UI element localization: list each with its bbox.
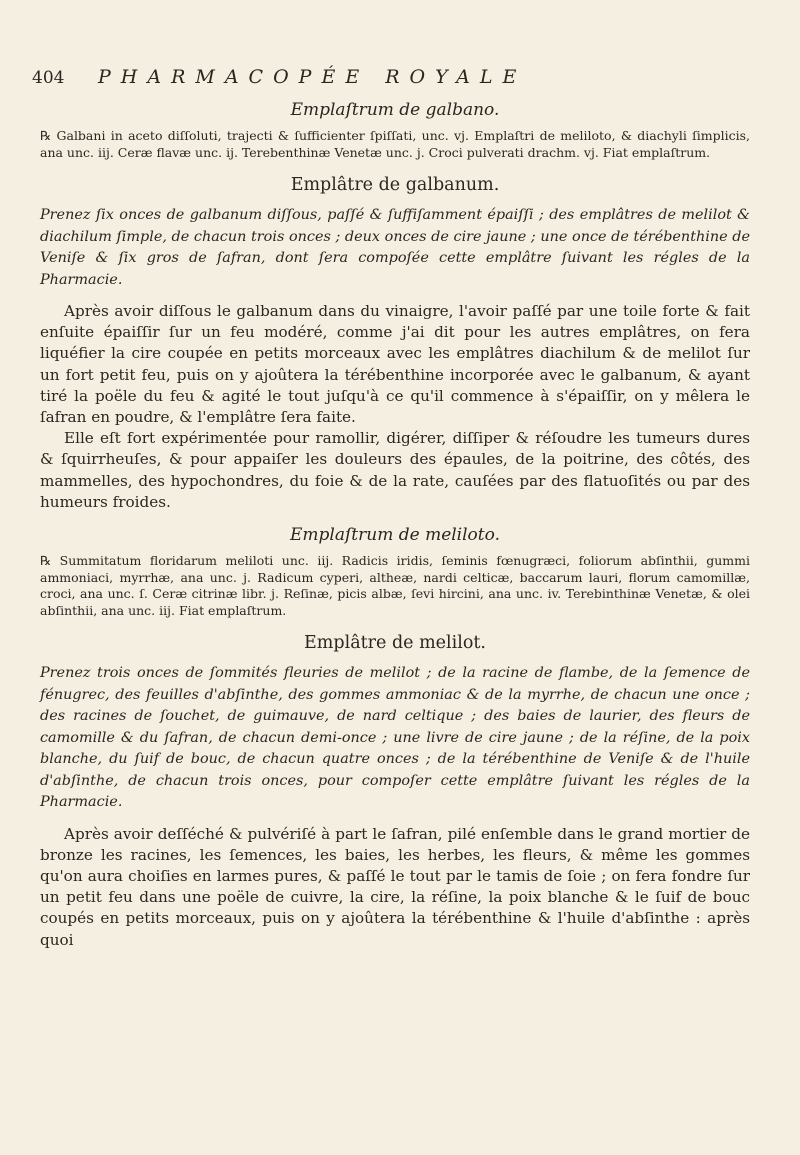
french-recipe-galbanum: Prenez ſix onces de galbanum diſſous, paſſé & ſuffiſamment épaiſſi ; des emplâtres de melilot & diachilum ſimple, de chacun trois onces ; deux onces de cire jaune ; une once de térébenthine de Veniſe & ſix gros de ſafran, dont ſera compoſée cette emplâtre ſuivant les régles de la Pharmacie. xyxy=(40,207,750,288)
galbanum-section xyxy=(40,100,750,513)
page-number: 404 xyxy=(32,68,65,88)
latin-title-galbanum: Emplaſtrum de galbano. xyxy=(290,100,500,120)
french-title-galbanum: Emplâtre de galbanum. xyxy=(290,175,500,195)
french-recipe-melilot: Prenez trois onces de ſommités fleuries de melilot ; de la racine de flambe, de la ſemence de fénugrec, des feuilles d'abſinthe, des gommes ammoniac & de la myrrhe, de chacun une once ; des racines de ſouchet, de guimauve, de nard celtique ; des baies de laurier, des fleurs de camomille & du ſafran, de chacun demi-once ; une livre de cire jaune ; de la réſine, de la poix blanche, du ſuif de bouc, de chacun quatre onces ; de la térébenthine de Veniſe & de l'huile d'abſinthe, de chacun trois onces, pour compoſer cette emplâtre ſuivant les régles de la Pharmacie. xyxy=(40,665,750,811)
latin-recipe-galbanum: ℞ Galbani in aceto diſſoluti, trajecti & ſufficienter ſpiſſati, unc. vj. Emplaſtri de meliloto, & diachyli ſimplicis, ana unc. iij. Ceræ flavæ unc. ij. Terebenthinæ Venetæ unc. j. Croci pulverati drachm. vj. Fiat emplaſtrum. xyxy=(40,128,750,160)
french-title-melilot: Emplâtre de melilot. xyxy=(304,633,486,654)
paragraph-uses-galbanum: Elle eſt fort expérimentée pour ramollir, digérer, diſſiper & réſoudre les tumeurs dures & ſquirrheuſes, & pour appaiſer les douleurs des épaules, de la poitrine, des côtés, des mammelles, des hypochondres, du foie & de la rate, cauſées par des flatuoſités ou par des humeurs froides. xyxy=(40,429,750,511)
page-header xyxy=(32,66,760,96)
running-title: PHARMACOPÉE ROYALE xyxy=(98,66,527,88)
paragraph-preparation-melilot: Après avoir deſſéché & pulvériſé à part le ſafran, pilé enſemble dans le grand mortier de bronze les racines, les ſemences, les baies, les herbes, les fleurs, & même les gommes qu'on aura choiſies en larmes pures, & paſſé le tout par le tamis de ſoie ; on fera fondre ſur un petit feu dans une poële de cuivre, la cire, la réſine, la poix blanche & le ſuif de bouc coupés en petits morceaux, puis on y ajoûtera la térébenthine & l'huile d'abſinthe : après quoi xyxy=(40,824,750,949)
latin-title-melilot: Emplaſtrum de meliloto. xyxy=(290,525,500,546)
latin-recipe-melilot: ℞ Summitatum floridarum meliloti unc. iij. Radicis iridis, ſeminis fœnugræci, foliorum abſinthii, gummi ammoniaci, myrrhæ, ana unc. j. Radicum cyperi, altheæ, nardi celticæ, baccarum lauri, florum camomillæ, croci, ana unc. ſ. Ceræ citrinæ libr. j. Reſinæ, picis albæ, ſevi hircini, ana unc. iv. Terebinthinæ Venetæ, & olei abſinthii, ana unc. iij. Fiat emplaſtrum. xyxy=(40,553,750,618)
paragraph-preparation-galbanum: Après avoir diſſous le galbanum dans du vinaigre, l'avoir paſſé par une toile forte & fait enſuite épaiſſir ſur un feu modéré, comme j'ai dit pour les autres emplâtres, on fera liquéfier la cire coupée en petits morceaux avec les emplâtres diachilum & de melilot ſur un fort petit feu, puis on y ajoûtera la térébenthine incorporée avec le galbanum, & ayant tiré la poële du feu & agité le tout juſqu'à ce qu'il commence à s'épaiſſir, on y mêlera le ſafran en poudre, & l'emplâtre ſera faite. xyxy=(40,302,750,427)
melilot-section xyxy=(40,525,750,951)
page-body xyxy=(40,100,750,951)
